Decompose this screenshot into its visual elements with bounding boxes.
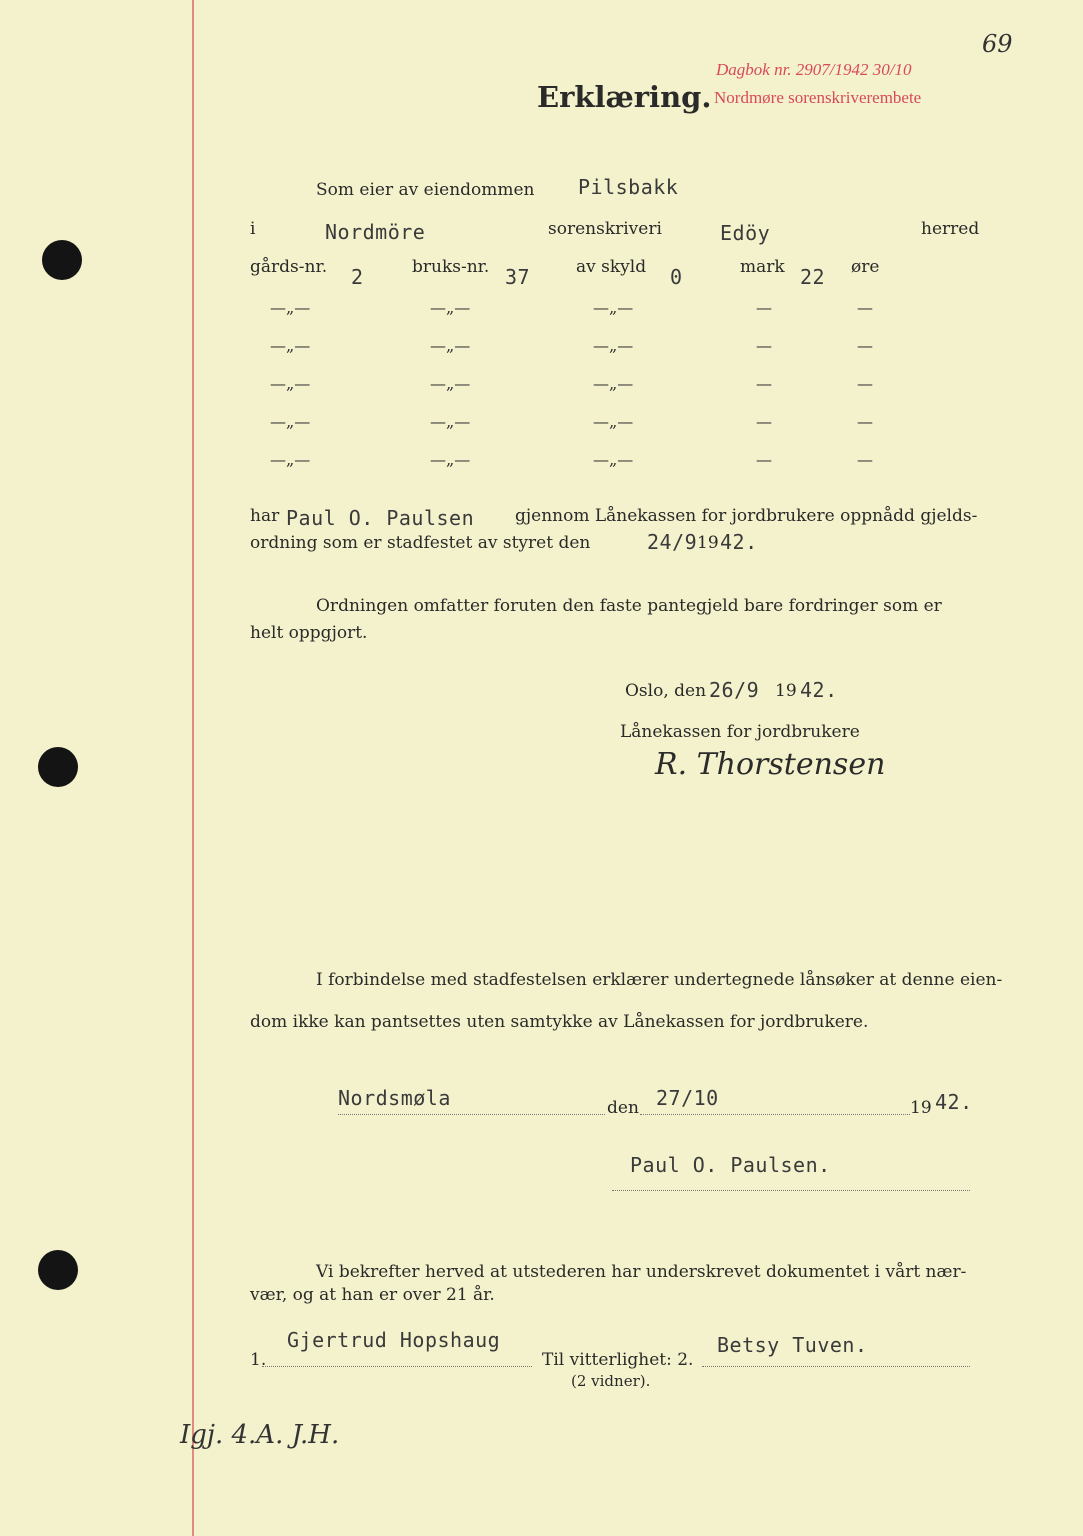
- punch-hole-top: [42, 240, 82, 280]
- property-name: Pilsbakk: [578, 175, 679, 199]
- place-line: [338, 1114, 605, 1115]
- page-number: 69: [982, 30, 1013, 58]
- dash-mark: —: [756, 298, 772, 317]
- mark-label: mark: [740, 257, 785, 277]
- owner-name: Paul O. Paulsen: [286, 506, 475, 530]
- ditto-mark: —„—: [430, 412, 471, 431]
- vidner-note: (2 vidner).: [571, 1372, 651, 1390]
- ditto-mark: —„—: [430, 298, 471, 317]
- ditto-mark: —„—: [270, 374, 311, 393]
- declaration-line2: dom ikke kan pantsettes uten samtykke av Lånekassen for jordbrukere.: [250, 1012, 869, 1032]
- dash-mark: —: [857, 374, 873, 393]
- witness1-line: [262, 1366, 532, 1367]
- ditto-mark: —„—: [430, 374, 471, 393]
- ore-label: øre: [851, 257, 880, 277]
- board-date: 24/9: [647, 530, 698, 554]
- place-date: 27/10: [656, 1086, 719, 1110]
- oslo-date: 26/9: [709, 678, 760, 702]
- dash-mark: —: [857, 336, 873, 355]
- ditto-mark: —„—: [593, 336, 634, 355]
- dash-mark: —: [756, 450, 772, 469]
- diary-stamp-line1: Dagbok nr. 2907/1942 30/10: [716, 60, 912, 79]
- place-name: Nordsmøla: [338, 1086, 451, 1110]
- dash-mark: —: [756, 374, 772, 393]
- scope-line2: helt oppgjort.: [250, 623, 368, 643]
- gards-number: 2: [351, 265, 364, 289]
- sorenskriveri-label: sorenskriveri: [548, 219, 662, 239]
- dash-mark: —: [756, 336, 772, 355]
- gards-label: gårds-nr.: [250, 257, 328, 277]
- mark-value: 22: [800, 265, 826, 289]
- den-label: den: [607, 1098, 639, 1118]
- vitterlighet-label: Til vitterlighet: 2.: [542, 1350, 694, 1370]
- har-label: har: [250, 506, 280, 526]
- institution-name: Lånekassen for jordbrukere: [620, 722, 860, 742]
- witness2-name: Betsy Tuven.: [717, 1333, 868, 1357]
- debt-text-line1: gjennom Lånekassen for jordbrukere oppnådd gjelds-: [515, 506, 978, 526]
- district-name: Nordmöre: [325, 220, 426, 244]
- herred-label: herred: [921, 219, 980, 239]
- ditto-mark: —„—: [270, 450, 311, 469]
- dash-mark: —: [756, 412, 772, 431]
- place-year: 42.: [935, 1090, 973, 1114]
- dash-mark: —: [857, 412, 873, 431]
- oslo-year-prefix: 19: [775, 681, 797, 701]
- dash-mark: —: [857, 298, 873, 317]
- bruks-number: 37: [505, 265, 531, 289]
- debt-text-line2: ordning som er stadfestet av styret den: [250, 533, 591, 553]
- oslo-year: 42.: [800, 678, 838, 702]
- witness-statement-line1: Vi bekrefter herved at utstederen har underskrevet dokumentet i vårt nær-: [316, 1262, 967, 1282]
- dash-mark: —: [857, 450, 873, 469]
- ditto-mark: —„—: [593, 412, 634, 431]
- document-title: Erklæring.: [537, 80, 712, 114]
- scope-line1: Ordningen omfatter foruten den faste pantegjeld bare fordringer som er: [316, 596, 942, 616]
- witness-statement-line2: vær, og at han er over 21 år.: [250, 1285, 495, 1305]
- skyld-label: av skyld: [576, 257, 647, 277]
- witness1-number: 1.: [250, 1350, 267, 1370]
- oslo-prefix: Oslo, den: [625, 681, 707, 701]
- prefix-i: i: [250, 219, 256, 239]
- initials-note: Igj. 4.A. J.H.: [180, 1420, 340, 1450]
- applicant-signature-line: [612, 1190, 970, 1191]
- skyld-value: 0: [670, 265, 683, 289]
- witness1-name: Gjertrud Hopshaug: [287, 1328, 501, 1352]
- ditto-mark: —„—: [430, 450, 471, 469]
- punch-hole-bottom: [38, 1250, 78, 1290]
- bruks-label: bruks-nr.: [412, 257, 490, 277]
- ditto-mark: —„—: [270, 412, 311, 431]
- declaration-line1: I forbindelse med stadfestelsen erklærer undertegnede lånsøker at denne eien-: [316, 970, 1003, 990]
- place-year-prefix: 19: [910, 1098, 932, 1118]
- board-year-prefix: 19: [697, 533, 719, 553]
- ditto-mark: —„—: [593, 450, 634, 469]
- ditto-mark: —„—: [270, 336, 311, 355]
- institution-signature: R. Thorstensen: [655, 747, 886, 782]
- ditto-mark: —„—: [593, 374, 634, 393]
- ditto-mark: —„—: [593, 298, 634, 317]
- applicant-signature: Paul O. Paulsen.: [630, 1153, 831, 1177]
- punch-hole-middle: [38, 747, 78, 787]
- witness2-line: [702, 1366, 970, 1367]
- property-intro: Som eier av eiendommen: [316, 180, 535, 200]
- date-line: [640, 1114, 910, 1115]
- ditto-mark: —„—: [430, 336, 471, 355]
- board-year: 42.: [720, 530, 758, 554]
- ditto-mark: —„—: [270, 298, 311, 317]
- herred-name: Edöy: [720, 221, 771, 245]
- diary-stamp-line2: Nordmøre sorenskriverembete: [714, 88, 922, 107]
- margin-line: [192, 0, 194, 1536]
